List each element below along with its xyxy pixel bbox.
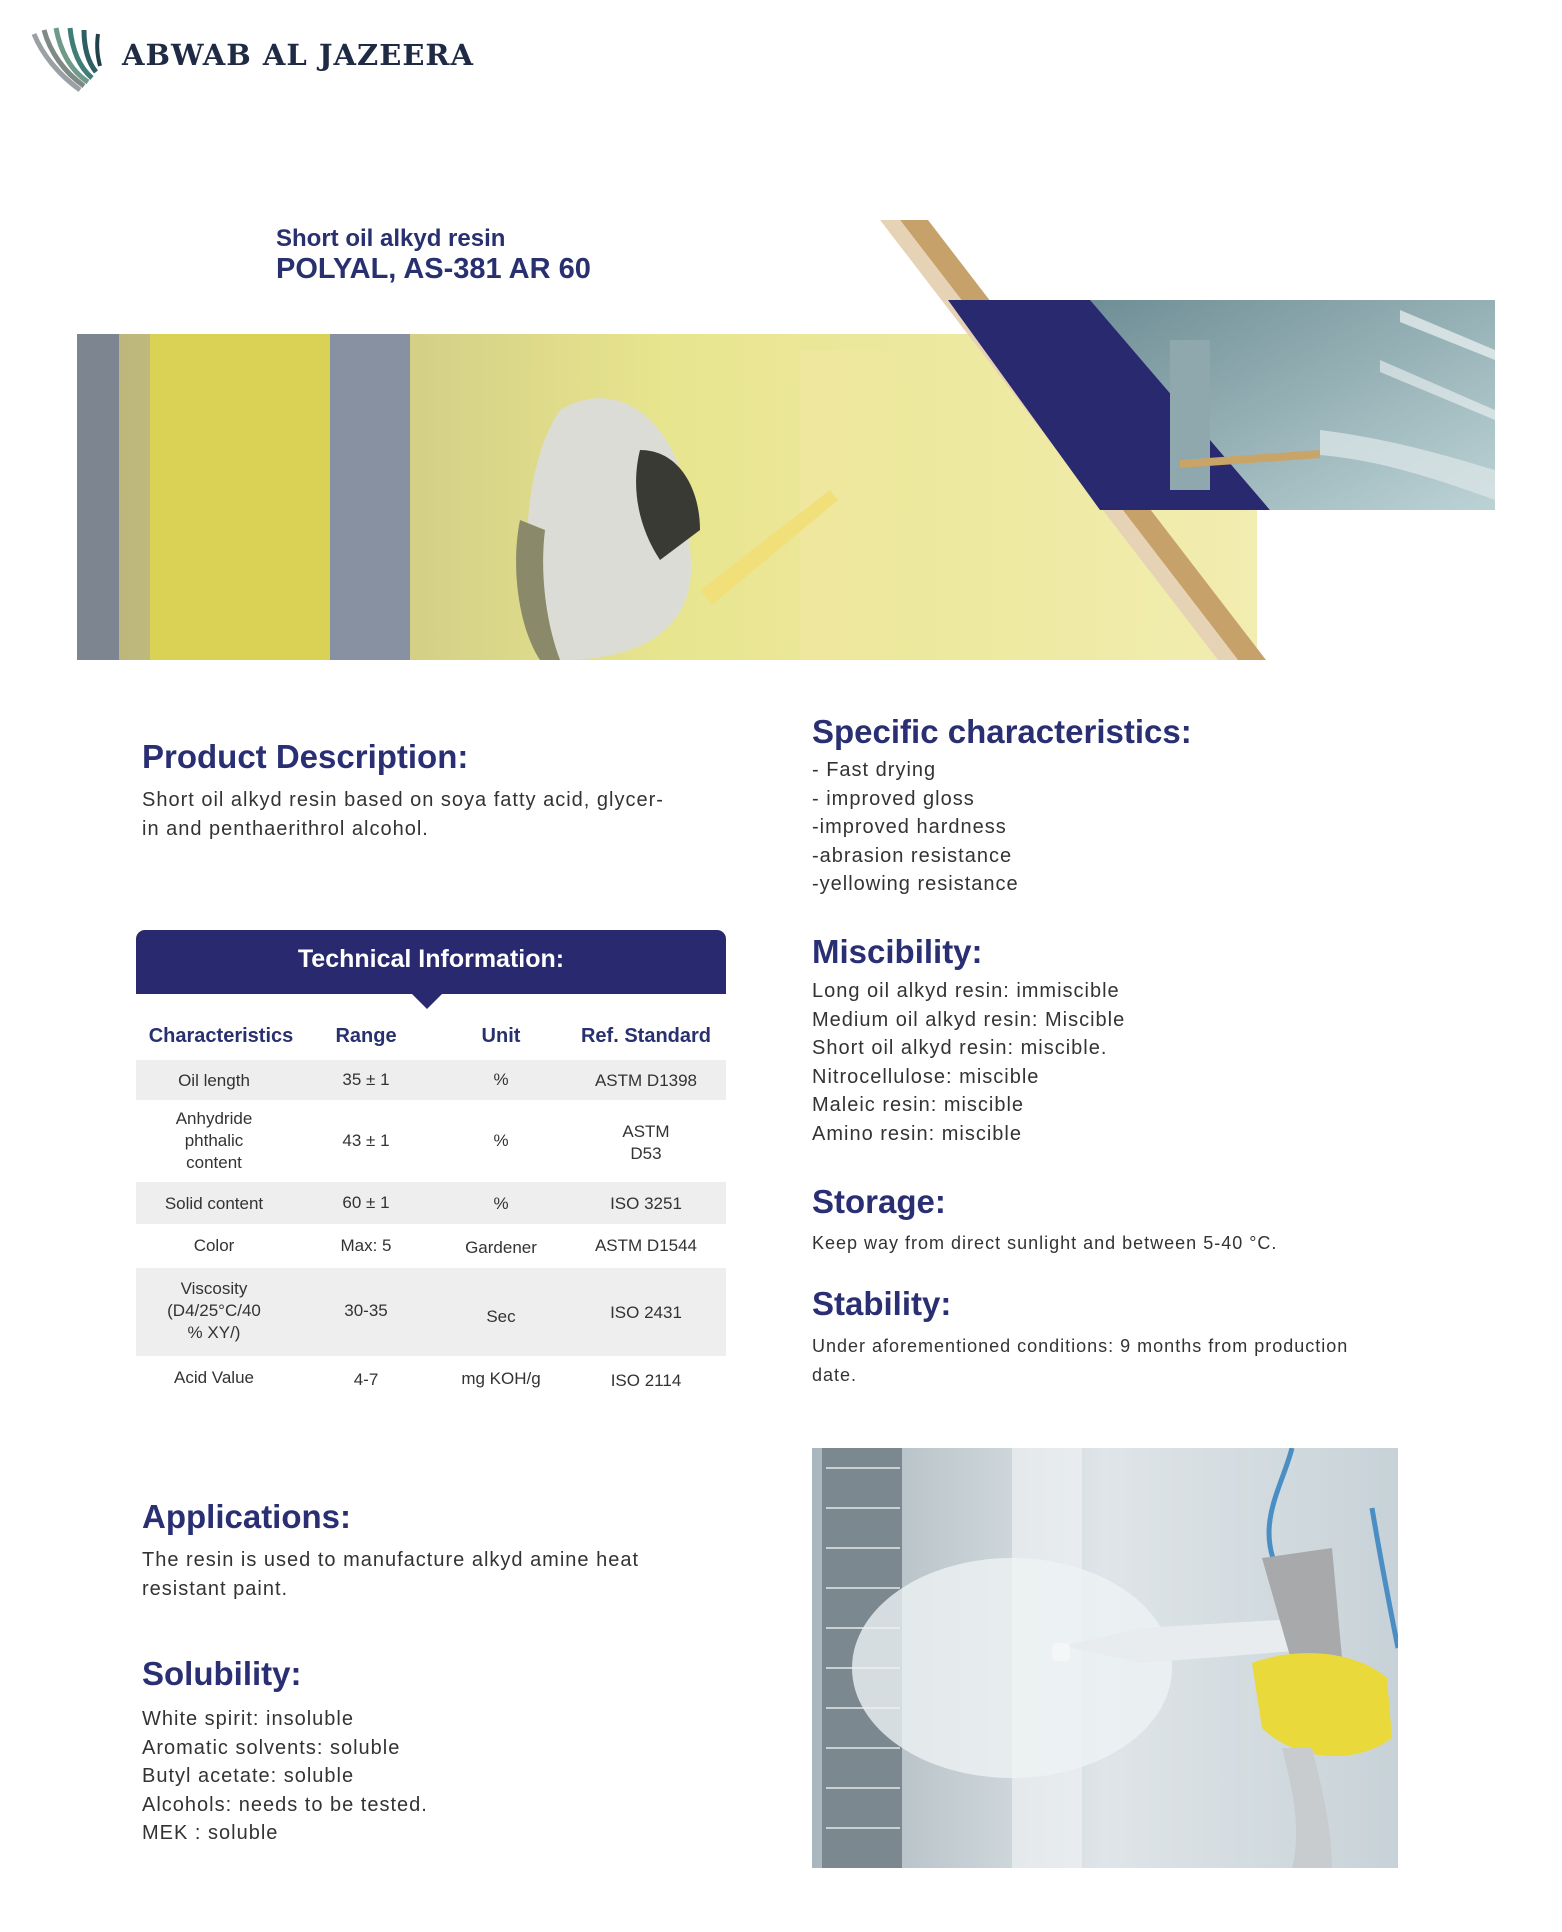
header-notch — [411, 993, 443, 1009]
list-item: Aromatic solvents: soluble — [142, 1736, 401, 1759]
solubility-heading: Solubility: — [142, 1655, 302, 1692]
cell-standard: ASTM D1398 — [594, 1071, 698, 1090]
cell-unit: % — [493, 1194, 509, 1213]
list-item: Nitrocellulose: miscible — [812, 1065, 1040, 1088]
cell-standard: ASTM D1544 — [594, 1236, 698, 1255]
technical-information-header — [136, 930, 726, 994]
list-item: -yellowing resistance — [812, 873, 1019, 895]
list-item: -abrasion resistance — [812, 844, 1013, 867]
list-item: Butyl acetate: soluble — [142, 1765, 355, 1787]
table-row — [136, 1100, 726, 1182]
stability-heading: Stability: — [812, 1285, 952, 1322]
cell-unit: % — [493, 1131, 509, 1150]
solubility-list — [142, 1705, 428, 1848]
cell-range: 43 ± 1 — [342, 1131, 390, 1150]
list-item: - improved gloss — [812, 787, 975, 810]
list-item: Medium oil alkyd resin: Miscible — [812, 1008, 1126, 1031]
header-banner-image — [0, 110, 1562, 670]
column-header-standard: Ref. Standard — [580, 1025, 712, 1047]
list-item: Amino resin: miscible — [812, 1122, 1022, 1145]
cell-range: 30-35 — [344, 1301, 388, 1320]
product-name: POLYAL, AS-381 AR 60 — [276, 253, 591, 285]
miscibility-list — [812, 977, 1125, 1148]
cell-unit: mg KOH/g — [461, 1369, 541, 1388]
cell-standard: ISO 2431 — [610, 1303, 682, 1322]
list-item: Alcohols: needs to be tested. — [142, 1793, 428, 1816]
stability-text: Under aforementioned conditions: 9 months from production date. — [812, 1336, 1349, 1385]
specific-characteristics-list — [812, 756, 1019, 899]
cell-unit: Sec — [486, 1307, 516, 1326]
cell-unit: Gardener — [465, 1238, 537, 1257]
miscibility-heading: Miscibility: — [812, 933, 983, 970]
column-header-unit: Unit — [481, 1025, 521, 1047]
product-description-text: Short oil alkyd resin based on soya fatty acid, glycer- in and penthaerithrol alcohol. — [142, 789, 664, 840]
cell-standard: ISO 2114 — [610, 1371, 682, 1390]
table-row — [136, 1182, 726, 1224]
cell-characteristic: Anhydride phthalic content — [175, 1109, 253, 1172]
applications-heading: Applications: — [142, 1498, 352, 1535]
brand-logo-icon — [28, 24, 104, 96]
list-item: - Fast drying — [812, 759, 937, 781]
applications-text: The resin is used to manufacture alkyd amine heat resistant paint. — [142, 1549, 640, 1600]
list-item: White spirit: insoluble — [142, 1708, 354, 1730]
list-item: Short oil alkyd resin: miscible. — [812, 1037, 1108, 1059]
cell-range: 4-7 — [353, 1370, 379, 1389]
cell-characteristic: Color — [193, 1236, 235, 1255]
cell-characteristic: Oil length — [178, 1071, 250, 1090]
list-item: -improved hardness — [812, 816, 1007, 838]
list-item: Maleic resin: miscible — [812, 1094, 1025, 1116]
list-item: MEK : soluble — [142, 1822, 279, 1844]
table-row — [136, 1268, 726, 1356]
table-row — [136, 1224, 726, 1268]
column-header-range: Range — [335, 1025, 397, 1047]
cell-standard: ASTM D53 — [622, 1122, 670, 1163]
cell-characteristic: Solid content — [164, 1194, 264, 1213]
spray-gun-photo — [812, 1448, 1398, 1868]
list-item: Long oil alkyd resin: immiscible — [812, 980, 1120, 1002]
specific-characteristics-heading: Specific characteristics: — [812, 713, 1192, 750]
cell-standard: ISO 3251 — [610, 1194, 682, 1213]
product-description-heading: Product Description: — [142, 738, 469, 775]
brand-name: ABWAB AL JAZEERA — [122, 38, 475, 72]
storage-heading: Storage: — [812, 1183, 946, 1220]
column-header-characteristics: Characteristics — [148, 1025, 294, 1047]
cell-unit: % — [493, 1070, 509, 1089]
storage-text: Keep way from direct sunlight and between 5-40 °C. — [812, 1233, 1278, 1253]
product-subtitle: Short oil alkyd resin — [276, 225, 506, 252]
cell-range: 35 ± 1 — [342, 1070, 390, 1089]
table-row — [136, 1356, 726, 1400]
cell-characteristic: Acid Value — [173, 1368, 254, 1387]
technical-information-title: Technical Information: — [297, 945, 565, 973]
cell-range: 60 ± 1 — [342, 1193, 390, 1212]
table-row — [136, 1060, 726, 1100]
technical-information-table — [136, 930, 726, 1400]
cell-range: Max: 5 — [340, 1236, 392, 1255]
cell-characteristic: Viscosity (D4/25°C/40 % XY/) — [167, 1279, 261, 1342]
